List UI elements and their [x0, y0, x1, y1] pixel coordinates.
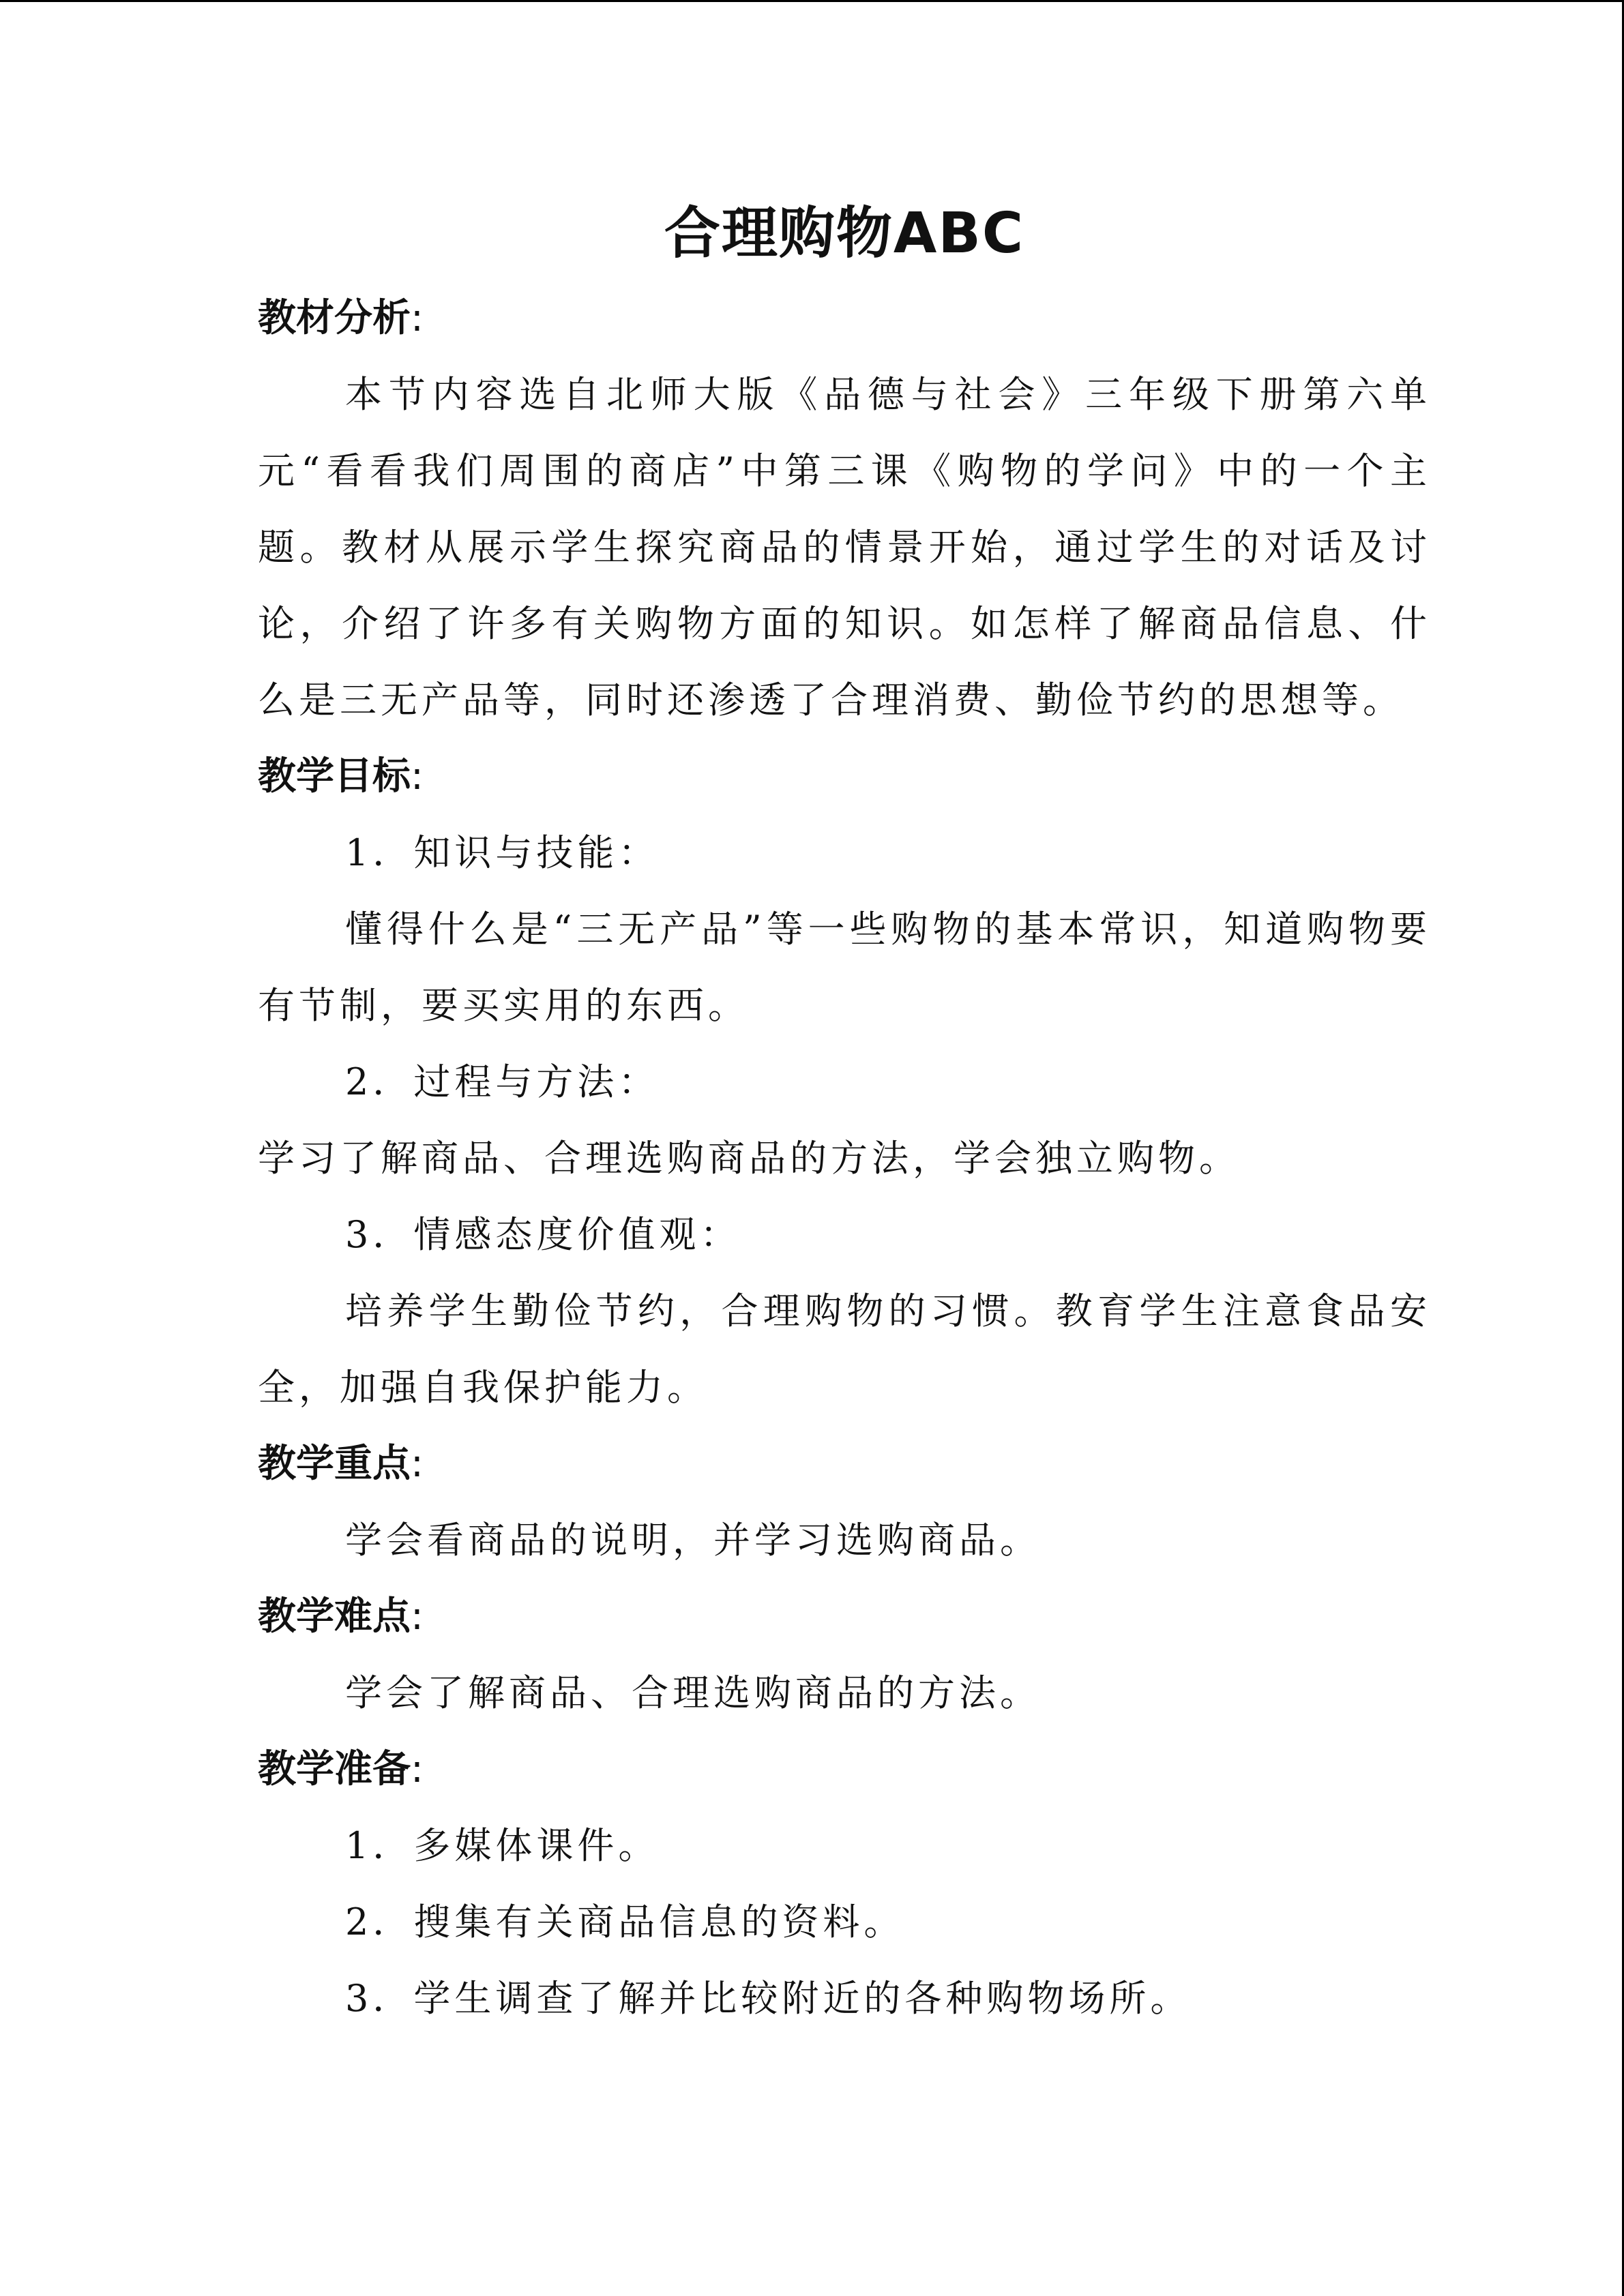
preparation-item: 2．搜集有关商品信息的资料。	[345, 1900, 905, 1943]
heading-colon: :	[411, 1594, 424, 1639]
section-heading-preparation	[258, 1731, 1431, 1808]
heading-colon: :	[411, 1747, 424, 1791]
analysis-paragraph: 本节内容选自北师大版《品德与社会》三年级下册第六单元“看看我们周围的商店”中第三课《购物的学问》中的一个主题。教材从展示学生探究商品的情景开始，通过学生的对话及讨论，介绍了许多有关购物方面的知识。如怎样了解商品信息、什么是三无产品等，同时还渗透了合理消费、勤俭节约的思想等。	[258, 373, 1431, 721]
goal-item-title: 2．过程与方法：	[345, 1060, 660, 1103]
page-title: 合理购物ABC	[664, 201, 1025, 266]
goal-item-text: 培养学生勤俭节约，合理购物的习惯。教育学生注意食品安全，加强自我保护能力。	[258, 1289, 1431, 1409]
heading-colon: :	[411, 296, 424, 340]
section-heading-analysis	[258, 280, 1431, 357]
heading-colon: :	[411, 754, 424, 799]
document-content	[258, 193, 1431, 2037]
heading-colon: :	[411, 1442, 424, 1486]
goal-item-text: 学习了解商品、合理选购商品的方法，学会独立购物。	[258, 1137, 1240, 1180]
key-points-paragraph: 学会看商品的说明，并学习选购商品。	[345, 1519, 1041, 1562]
goal-item-title: 3．情感态度价值观：	[345, 1213, 741, 1256]
difficulties-paragraph: 学会了解商品、合理选购商品的方法。	[345, 1671, 1041, 1714]
section-heading-text: 教学难点	[258, 1594, 411, 1639]
goal-item-text: 懂得什么是“三无产品”等一些购物的基本常识，知道购物要有节制，要买实用的东西。	[258, 908, 1431, 1027]
section-heading-goals	[258, 739, 1431, 815]
section-heading-text: 教学目标	[258, 754, 411, 799]
goal-item-title: 1．知识与技能：	[345, 831, 660, 874]
section-heading-text: 教学重点	[258, 1442, 411, 1486]
preparation-item: 1．多媒体课件。	[345, 1824, 660, 1867]
section-heading-difficulties	[258, 1579, 1431, 1655]
preparation-item: 3．学生调查了解并比较附近的各种购物场所。	[345, 1977, 1192, 2020]
section-heading-key-points	[258, 1426, 1431, 1502]
section-heading-text: 教学准备	[258, 1747, 411, 1791]
section-heading-text: 教材分析	[258, 296, 411, 340]
